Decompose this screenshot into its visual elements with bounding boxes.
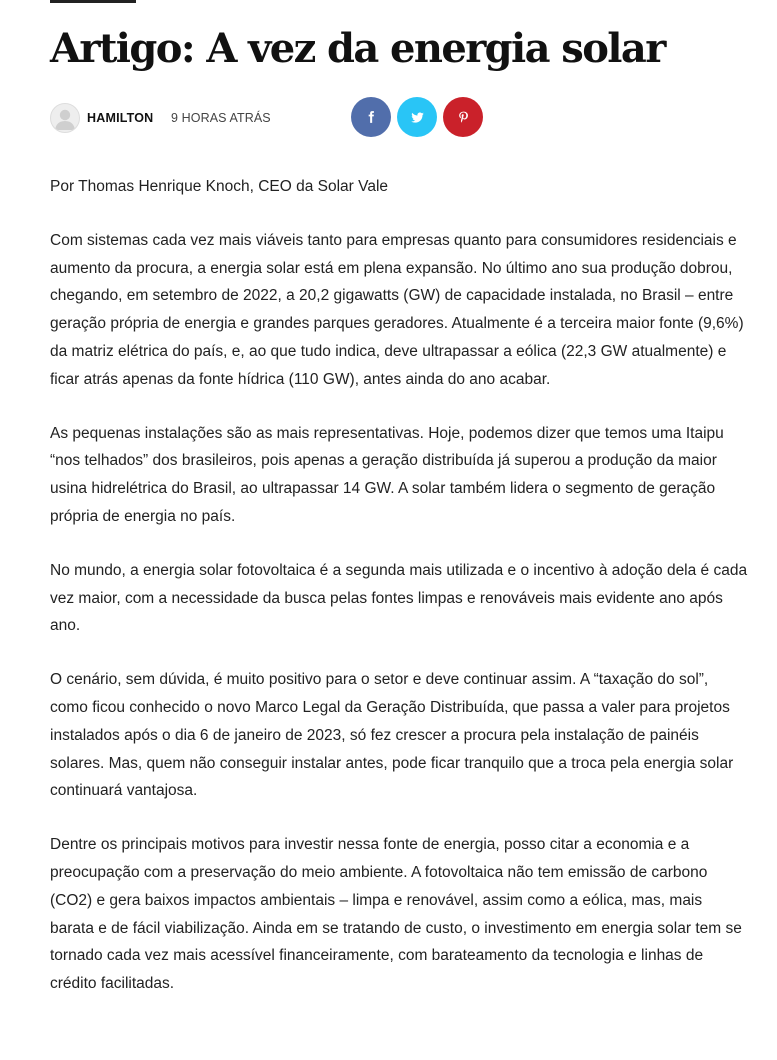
author-name-link[interactable]: HAMILTON — [87, 111, 154, 125]
article-title: Artigo: A vez da energia solar — [50, 25, 665, 72]
article-paragraph-4: O cenário, sem dúvida, é muito positivo para o setor e deve continuar assim. A “taxação do sol”, como ficou conhecido o novo Marco Legal da Geração Distribuída, que passa a valer para projetos instalados após o dia 6 de janeiro de 2023, só fez crescer a procura pela instalação de painéis solares. Mas, quem não conseguir instalar antes, pode ficar tranquilo que a troca pela energia solar continuará vantajosa. — [50, 671, 734, 800]
facebook-icon — [364, 110, 378, 124]
category-bar — [50, 0, 136, 3]
article-paragraph-5: Dentre os principais motivos para investir nessa fonte de energia, posso citar a economia e a preocupação com a preservação do meio ambiente. A fotovoltaica não tem emissão de carbono (CO2) e gera baixos impactos ambientais – limpa e renovável, assim como a eólica, mas, mais barata e de fácil viabilização. Ainda em se tratando de custo, o investimento em energia solar tem se tornado cada vez mais acessível financeiramente, com barateamento da tecnologia e linhas de crédito facilitadas. — [50, 836, 742, 993]
share-twitter-button[interactable] — [397, 97, 437, 137]
article-byline: Por Thomas Henrique Knoch, CEO da Solar Vale — [50, 178, 389, 195]
author-avatar-icon[interactable] — [50, 103, 80, 133]
article-paragraph-3: No mundo, a energia solar fotovoltaica é a segunda mais utilizada e o incentivo à adoção dela é cada vez maior, com a necessidade da busca pelas fontes limpas e renováveis mais evidente ano após ano. — [50, 561, 748, 635]
twitter-icon — [410, 110, 425, 125]
publish-date: 9 HORAS ATRÁS — [171, 111, 271, 125]
article-paragraph-1: Com sistemas cada vez mais viáveis tanto para empresas quanto para consumidores residenciais e aumento da procura, a energia solar está em plena expansão. No último ano sua produção dobrou, chegando, em setembro de 2022, a 20,2 gigawatts (GW) de capacidade instalada, no Brasil – entre geração própria de energia e grandes parques geradores. Atualmente é a terceira maior fonte (9,6%) da matriz elétrica do país, e, ao que tudo indica, deve ultrapassar a eólica (22,3 GW atualmente) e ficar atrás apenas da fonte hídrica (110 GW), antes ainda do ano acabar. — [50, 231, 744, 388]
share-pinterest-button[interactable] — [443, 97, 483, 137]
article-body — [50, 173, 750, 1024]
article-meta — [50, 96, 750, 138]
share-facebook-button[interactable] — [351, 97, 391, 137]
pinterest-icon — [457, 110, 470, 124]
article-paragraph-2: As pequenas instalações são as mais representativas. Hoje, podemos dizer que temos uma Itaipu “nos telhados” dos brasileiros, pois apenas a geração distribuída já superou a produção da maior usina hidrelétrica do Brasil, ao ultrapassar 14 GW. A solar também lidera o segmento de geração própria de energia no país. — [50, 424, 724, 525]
